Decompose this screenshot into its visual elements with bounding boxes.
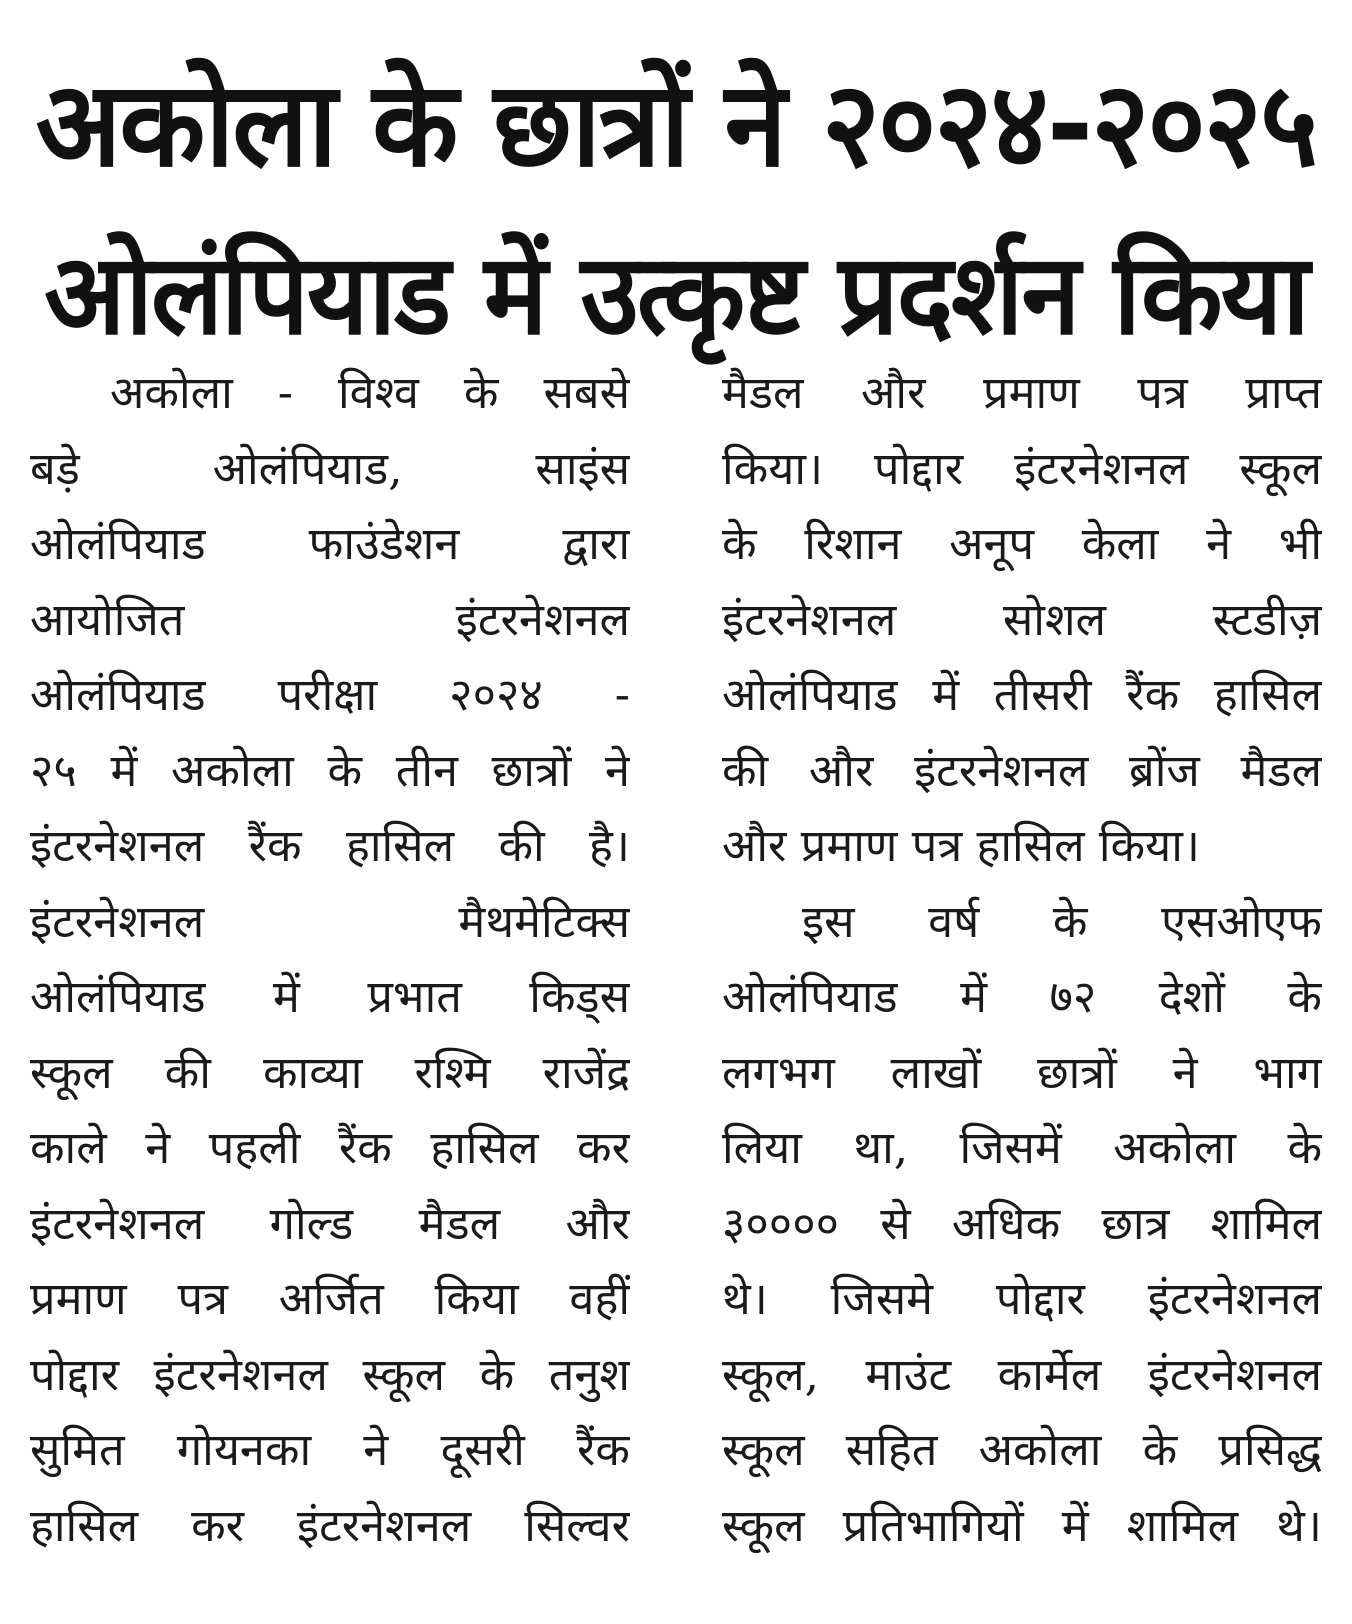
text-line: की और इंटरनेशनल ब्रोंज मैडल [722,743,1322,797]
text-line: काले ने पहली रैंक हासिल कर [30,1121,630,1174]
text-line: के रिशान अनूप केला ने भी [722,517,1322,570]
headline-line-1: अकोला के छात्रों ने २०२४-२०२५ [35,56,1317,194]
text-line: स्कूल, माउंट कार्मेल इंटरनेशनल [722,1347,1322,1401]
text-line: अकोला - विश्व के सबसे [110,366,630,419]
text-line: और प्रमाण पत्र हासिल किया। [722,819,1200,872]
text-line: २५ में अकोला के तीन छात्रों ने [30,743,630,797]
headline-line-2: ओलंपियाड में उत्कृष्ट प्रदर्शन किया [44,229,1308,361]
headline [30,40,1322,380]
text-line: आयोजित इंटरनेशनल [30,592,630,646]
article-column-left [30,355,630,1605]
text-line: पोद्दार इंटरनेशनल स्कूल के तनुश [30,1347,630,1401]
text-line: थे। जिसमे पोद्दार इंटरनेशनल [722,1272,1322,1325]
article-body [30,355,1322,1605]
text-line: लिया था, जिसमें अकोला के [722,1121,1322,1174]
text-line: इंटरनेशनल गोल्ड मैडल और [30,1196,630,1250]
text-line: सुमित गोयनका ने दूसरी रैंक [30,1423,630,1476]
text-line: इस वर्ष के एसओएफ [802,894,1322,948]
text-line: स्कूल की काव्या रश्मि राजेंद्र [30,1045,630,1099]
text-line: इंटरनेशनल सोशल स्टडीज़ [722,592,1322,646]
text-line: हासिल कर इंटरनेशनल सिल्वर [30,1498,630,1552]
text-line: ओलंपियाड में तीसरी रैंक हासिल [722,668,1322,721]
article-column-right [722,355,1322,1605]
text-line: ओलंपियाड में प्रभात किड्स [30,970,630,1023]
text-line: ओलंपियाड फाउंडेशन द्वारा [30,517,630,570]
text-line: लगभग लाखों छात्रों ने भाग [722,1045,1322,1099]
text-line: ओलंपियाड में ७२ देशों के [722,970,1322,1023]
text-line: ओलंपियाड परीक्षा २०२४ - [30,668,630,721]
text-line: बड़े ओलंपियाड, साइंस [30,441,630,495]
text-line: मैडल और प्रमाण पत्र प्राप्त [722,366,1322,419]
text-line: प्रमाण पत्र अर्जित किया वहीं [30,1272,630,1325]
text-line: इंटरनेशनल मैथमेटिक्स [30,894,630,948]
text-line: ३०००० से अधिक छात्र शामिल [722,1196,1322,1250]
text-line: किया। पोद्दार इंटरनेशनल स्कूल [722,441,1322,495]
text-line: स्कूल प्रतिभागियों में शामिल थे। [722,1498,1322,1552]
text-line: इंटरनेशनल रैंक हासिल की है। [30,819,630,872]
text-line: स्कूल सहित अकोला के प्रसिद्ध [722,1423,1322,1476]
